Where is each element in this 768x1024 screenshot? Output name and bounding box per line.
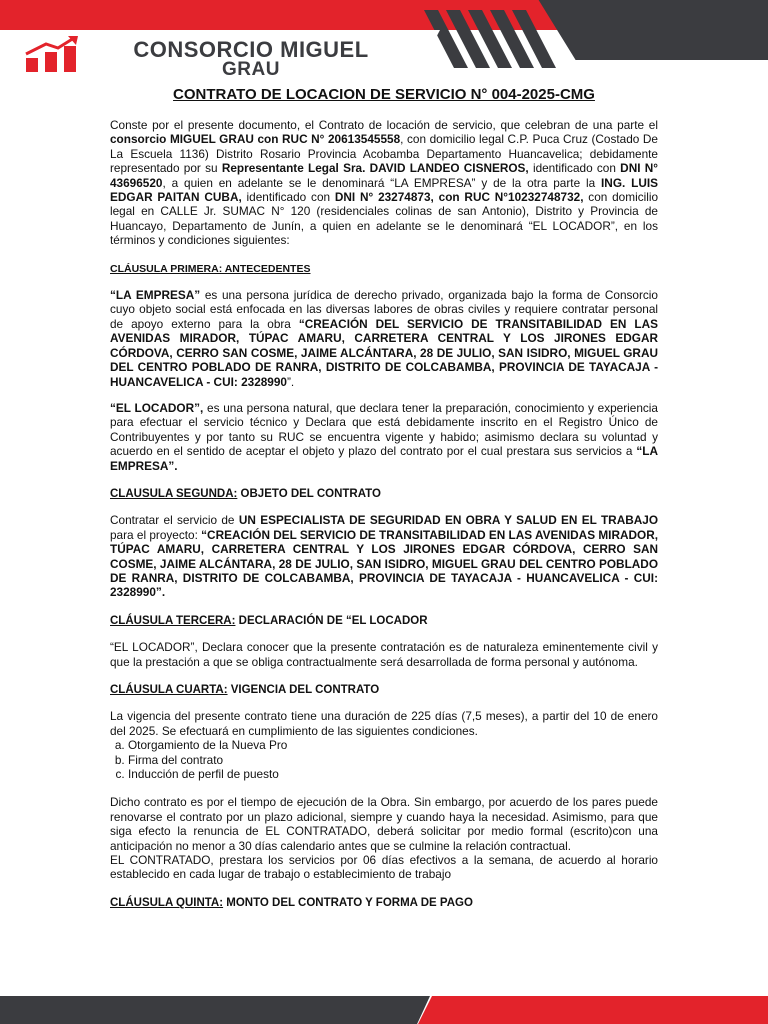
intro-segment: DNI N° 43696520: [110, 161, 658, 190]
list-item: c. Inducción de perfil de puesto: [128, 767, 658, 781]
brand-line-2: GRAU: [222, 59, 280, 80]
clause-1-heading: CLÁUSULA PRIMERA: ANTECEDENTES: [110, 262, 311, 275]
footer-red-band: [418, 996, 768, 1024]
clause-3-paragraph: “EL LOCADOR”, Declara conocer que la presente contratación es de naturaleza eminentemente civil y que la prestación a que se obliga contractualmente será desarrollada de forma personal y autónoma.: [110, 640, 658, 669]
intro-segment: Representante Legal Sra. DAVID LANDEO CISNEROS,: [221, 161, 529, 176]
c1_p2-segment: “LA EMPRESA”.: [110, 444, 658, 473]
clause-1-paragraph-1: [110, 288, 658, 389]
clause-2-paragraph: [110, 513, 658, 599]
intro-segment: ING. LUIS EDGAR PAITAN CUBA,: [110, 175, 658, 205]
list-item: a. Otorgamiento de la Nueva Pro: [128, 738, 658, 752]
c1_p2-segment: es una persona natural, que declara tener la preparación, conocimiento y experiencia para efectuar el servicio técnico y Declara que está debidamente inscrito en el Registro Único de Contribuyentes y por tanto su RUC se encuentra vigente y habido; asimismo declara su voluntad y acuerdo en el sentido de aceptar el objeto y plazo del contrato por el cual prestara sus servicios a: [110, 400, 658, 459]
c2_p1-segment: UN ESPECIALISTA DE SEGURIDAD EN OBRA Y SALUD EN EL TRABAJO: [238, 513, 659, 528]
bar-chart-logo-icon: [24, 36, 80, 72]
c1_p2-segment: “EL LOCADOR”,: [110, 400, 204, 415]
document-body: [110, 118, 658, 910]
intro-segment: , con domicilio legal C.P. Puca Cruz (Costado De La Escuela 1136) Distrito Rosario Provincia Acobamba Departamento Huancavelica; debidamente representado por su: [110, 132, 658, 176]
clause-2-title: OBJETO DEL CONTRATO: [237, 487, 381, 500]
intro-segment: consorcio MIGUEL GRAU con RUC N° 20613545558: [110, 132, 401, 147]
intro-segment: Conste por el presente documento, el Contrato de locación de servicio, que celebran de una parte el: [110, 118, 658, 132]
clause-5-title: MONTO DEL CONTRATO Y FORMA DE PAGO: [223, 896, 473, 909]
clause-4-paragraph-2: Dicho contrato es por el tiempo de ejecución de la Obra. Sin embargo, por acuerdo de los pares puede renovarse el contrato por un plazo adicional, siempre y cuando haya la necesidad. Asimismo, para que siga efecto la renuncia de EL CONTRATADO, deberá solicitar por medio formal (escrito)con una anticipación no menor a 30 días calendario antes que se culmine la relación contractual.: [110, 795, 658, 853]
clause-3-title: DECLARACIÓN DE “EL LOCADOR: [235, 614, 428, 627]
clause-3-label: CLÁUSULA TERCERA:: [110, 614, 236, 627]
clause-5-label: CLÁUSULA QUINTA:: [110, 896, 224, 909]
conditions-list: [110, 738, 658, 781]
intro-paragraph: [110, 118, 658, 248]
intro-segment: identificado con: [528, 161, 621, 176]
intro-segment: , a quien en adelante se le denominará “LA EMPRESA” y de la otra parte la: [162, 175, 602, 190]
intro-segment: DNI N° 23274873, con RUC N°10232748732,: [334, 190, 584, 205]
footer-band: [0, 996, 768, 1024]
clause-4-heading: [110, 683, 658, 697]
clause-4-label: CLÁUSULA CUARTA:: [110, 684, 228, 696]
clause-1-paragraph-2: [110, 401, 658, 473]
c2_p1-segment: “CREACIÓN DEL SERVICIO DE TRANSITABILIDAD EN LAS AVENIDAS MIRADOR, TÚPAC AMARU, CARRETERA CENTRAL Y LOS JIRONES EDGAR CÓRDOVA, CERRO SAN COSME, JAIME ALCÁNTARA, 28 DE JULIO, SAN ISIDRO, MIGUEL GRAU DEL CENTRO POBLADO DE RANRA, DISTRITO DE COLCABAMBA, PROVINCIA DE TAYACAJA - HUANCAVELICA - CUI: 2328990”.: [110, 527, 658, 600]
clause-2-label: CLAUSULA SEGUNDA:: [110, 487, 238, 500]
c1_p1-segment: “LA EMPRESA”: [110, 288, 201, 303]
clause-4-paragraph-1: La vigencia del presente contrato tiene una duración de 225 días (7,5 meses), a partir del 10 de enero del 2025. Se efectuará en cumplimiento de las siguientes condiciones.: [110, 709, 658, 738]
clause-5-heading: [110, 896, 658, 910]
brand-name: [96, 37, 406, 80]
footer-dark-band: [0, 996, 430, 1024]
header-red-band: [0, 0, 768, 30]
document-title: CONTRATO DE LOCACION DE SERVICIO N° 004-2025-CMG: [173, 86, 595, 103]
list-item: b. Firma del contrato: [128, 753, 658, 767]
clause-4-title: VIGENCIA DEL CONTRATO: [227, 684, 380, 696]
c1_p1-segment: “CREACIÓN DEL SERVICIO DE TRANSITABILIDAD EN LAS AVENIDAS MIRADOR, TÚPAC AMARU, CARRETERA CENTRAL Y LOS JIRONES EDGAR CÓRDOVA, CERRO SAN COSME, JAIME ALCÁNTARA, 28 DE JULIO, SAN ISIDRO, MIGUEL GRAU DEL CENTRO POBLADO DE RANRA, DISTRITO DE COLCABAMBA, PROVINCIA DE TAYACAJA - HUANCAVELICA - CUI: 2328990: [110, 316, 658, 389]
intro-segment: con domicilio legal en CALLE Jr. SUMAC N° 120 (residenciales colinas de san Antonio), Distrito y Provincia de Huancayo, Departamento de Junín, a quien en adelante se le denominará “EL LOCADOR”, en los términos y condiciones siguientes:: [110, 190, 659, 248]
c2_p1-segment: para el proyecto:: [110, 527, 202, 542]
intro-segment: identificado con: [241, 190, 335, 205]
brand-line-1: CONSORCIO MIGUEL: [133, 37, 369, 62]
header-stripes: [424, 10, 574, 70]
clause-4-paragraph-3: EL CONTRATADO, prestara los servicios por 06 días efectivos a la semana, de acuerdo al horario establecido en cada lugar de trabajo o establecimiento de trabajo: [110, 853, 658, 882]
clause-2-heading: [110, 487, 658, 501]
c1_p1-segment: es una persona jurídica de derecho privado, organizada bajo la forma de Consorcio cuyo objeto social está enfocada en las diversas labores de obras civiles y requiere contratar personal de apoyo externo para la obra: [110, 288, 658, 331]
c2_p1-segment: Contratar el servicio de: [110, 513, 239, 528]
clause-3-heading: [110, 614, 658, 628]
c1_p1-segment: ”.: [287, 374, 295, 389]
